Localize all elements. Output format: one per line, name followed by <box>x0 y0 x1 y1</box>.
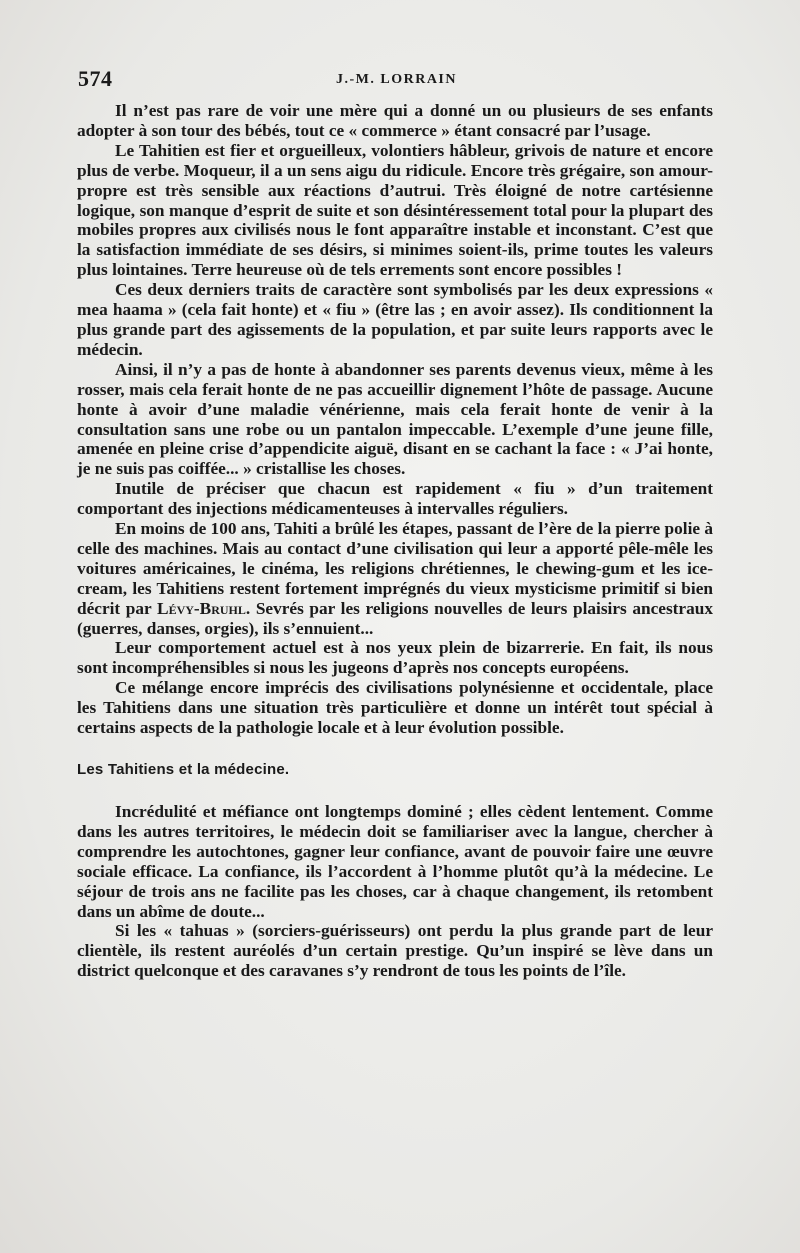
paragraph-tahiti-history <box>77 519 713 638</box>
paragraph: Ce mélange encore imprécis des civilisations polynésienne et occidentale, place les Tahitiens dans une situation très particulière et donne un intérêt tout spécial à certains aspects de la pathologie locale et à leur évolution possible. <box>77 678 713 738</box>
paragraph: Leur comportement actuel est à nos yeux plein de bizarrerie. En fait, ils nous sont incompréhensibles si nous les jugeons d’après nos concepts européens. <box>77 638 713 678</box>
paragraph: Inutile de préciser que chacun est rapidement « fiu » d’un traitement comportant des injections médicamenteuses à intervalles réguliers. <box>77 479 713 519</box>
paragraph-text: En moins de 100 ans, Tahiti a brûlé les étapes, passant de l’ère de la pierre polie à celle des machines. Mais au contact d’une civilisation qui leur a apporté pêle-mêle les voitures américaines, le cinéma, les religions chrétiennes, le chewing-gum et les ice-cream, les Tahitiens restent fortement imprégnés du vieux mysticisme primitif si bien décrit par <box>77 519 713 618</box>
page-header <box>78 66 720 96</box>
paragraph: Incrédulité et méfiance ont longtemps dominé ; elles cèdent lentement. Comme dans les autres territoires, le médecin doit se familiariser avec la langue, chercher à comprendre les autochtones, gagner leur confiance, avant de pouvoir faire une œuvre sociale efficace. La confiance, ils l’accordent à l’homme plutôt qu’à la médecine. Le séjour de trois ans ne facilite pas les choses, car à chaque changement, ils retombent dans un abîme de doute... <box>77 802 713 921</box>
paragraph: Ainsi, il n’y a pas de honte à abandonner ses parents devenus vieux, même à les rosser, mais cela ferait honte de ne pas accueillir dignement l’hôte de passage. Aucune honte à avoir d’une maladie vénérienne, mais cela ferait honte de venir à la consultation sans une robe ou un pantalon impeccable. L’exemple d’une jeune fille, amenée en pleine crise d’appendicite aiguë, disant en se cachant la face : « J’ai honte, je ne suis pas coiffée... » cristallise les choses. <box>77 359 713 479</box>
paragraph: Il n’est pas rare de voir une mère qui a donné un ou plusieurs de ses enfants adopter à son tour des bébés, tout ce « commerce » étant consacré par l’usage. <box>77 101 713 140</box>
author-reference: Lévy-Bruhl <box>157 598 246 618</box>
paragraph: Le Tahitien est fier et orgueilleux, volontiers hâbleur, grivois de nature et encore plus de verbe. Moqueur, il a un sens aigu du ridicule. Encore très grégaire, son amour-propre est très sensible aux réactions d’autrui. Très éloigné de notre cartésienne logique, son manque d’esprit de suite et son désintéressement total pour la plupart des mobiles propres aux civilisés nous le font apparaître instable et inconstant. C’est que la satisfaction immédiate de ses désirs, si minimes soient-ils, prime toutes les valeurs plus lointaines. Terre heureuse où de tels errements sont encore possibles ! <box>77 140 713 280</box>
paragraph: Si les « tahuas » (sorciers-guérisseurs) ont perdu la plus grande part de leur clientèle, ils restent auréolés d’un certain prestige. Qu’un inspiré se lève dans un district quelconque et des caravanes s’y rendront de tous les points de l’île. <box>77 921 713 981</box>
body-text <box>77 101 713 981</box>
page-number: 574 <box>78 66 113 91</box>
running-head-author: J.-M. LORRAIN <box>336 72 457 87</box>
paragraph-text-continued: . Sevrés par les religions nouvelles de leurs plaisirs ancestraux (guerres, danses, orgies), ils s’ennuient... <box>77 598 713 638</box>
section-heading: Les Tahitiens et la médecine. <box>77 761 290 778</box>
paragraph: Ces deux derniers traits de caractère sont symbolisés par les deux expressions « mea haama » (cela fait honte) et « fiu » (être las ; en avoir assez). Ils conditionnent la plus grande part des agissements de la population, et par suite leurs rapports avec le médecin. <box>77 280 713 359</box>
